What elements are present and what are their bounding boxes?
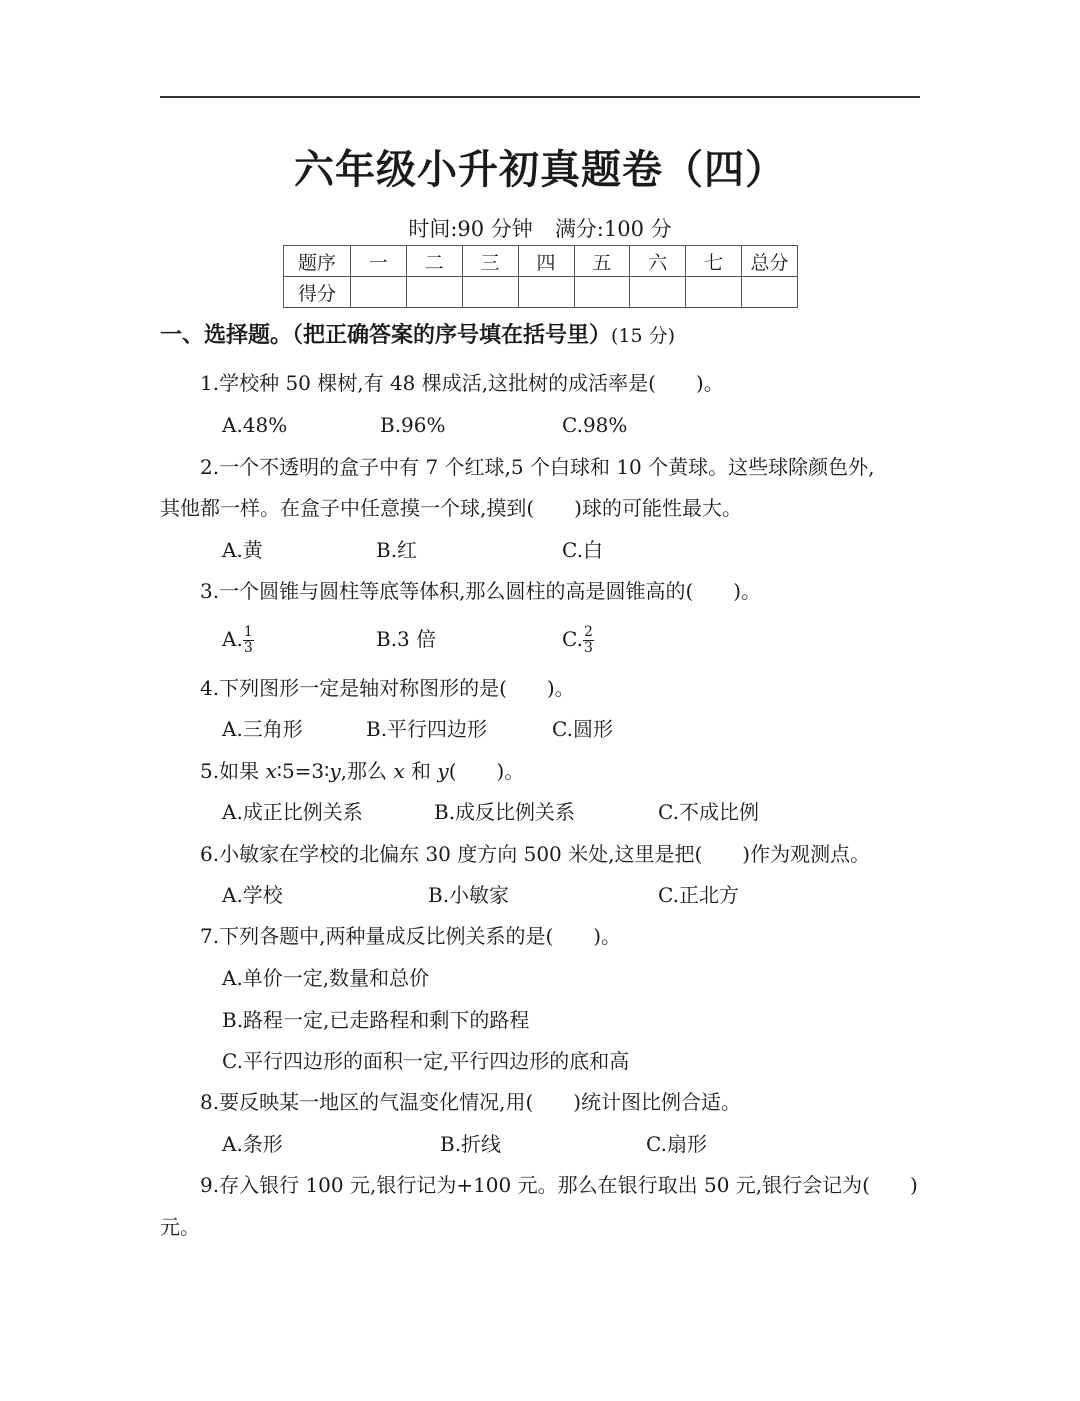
option-a: A.成正比例关系 bbox=[222, 800, 363, 824]
question-text: 7.下列各题中,两种量成反比例关系的是( )。 bbox=[200, 924, 622, 948]
top-rule bbox=[160, 96, 920, 98]
score-table bbox=[283, 245, 798, 308]
option-a: A.48% bbox=[222, 413, 288, 437]
question-text-continued: 元。 bbox=[160, 1215, 200, 1239]
score-input-cell[interactable] bbox=[351, 277, 407, 308]
text-segment: 和 bbox=[404, 759, 438, 783]
score-table-cell: 题序 bbox=[284, 246, 351, 277]
question-text: 2.一个不透明的盒子中有 7 个红球,5 个白球和 10 个黄球。这些球除颜色外, bbox=[200, 455, 875, 479]
option-b: B.成反比例关系 bbox=[434, 800, 576, 824]
section-points: (15 分) bbox=[611, 325, 676, 347]
exam-full-score: 满分:100 分 bbox=[554, 217, 672, 241]
page-title: 六年级小升初真题卷（四） bbox=[294, 147, 786, 193]
score-input-cell[interactable] bbox=[686, 277, 742, 308]
option-a: A.学校 bbox=[222, 883, 283, 907]
option-b: B.路程一定,已走路程和剩下的路程 bbox=[222, 1008, 530, 1032]
variable-y: y bbox=[437, 759, 449, 783]
score-input-cell[interactable] bbox=[518, 277, 574, 308]
question-text bbox=[200, 756, 524, 786]
option-b: B.3 倍 bbox=[376, 627, 437, 651]
question-text-continued: 其他都一样。在盒子中任意摸一个球,摸到( )球的可能性最大。 bbox=[160, 496, 742, 520]
option-a: A.三角形 bbox=[222, 717, 303, 741]
score-input-cell[interactable] bbox=[462, 277, 518, 308]
option-a: A.条形 bbox=[222, 1132, 283, 1156]
score-table-cell: 三 bbox=[462, 246, 518, 277]
option-c: C.平行四边形的面积一定,平行四边形的底和高 bbox=[222, 1049, 630, 1073]
variable-y: y bbox=[329, 759, 341, 783]
question-text: 6.小敏家在学校的北偏东 30 度方向 500 米处,这里是把( )作为观测点。 bbox=[200, 842, 871, 866]
exam-time: 时间:90 分钟 bbox=[408, 217, 533, 241]
text-segment: ∶5=3∶ bbox=[276, 759, 330, 783]
option-b: B.红 bbox=[376, 538, 418, 562]
option-a-label: A. bbox=[222, 627, 243, 651]
fraction-numerator: 1 bbox=[243, 624, 253, 640]
text-segment: 5.如果 bbox=[200, 759, 266, 783]
fraction-two-thirds bbox=[583, 625, 594, 656]
text-segment: ,那么 bbox=[340, 759, 394, 783]
option-c: C.98% bbox=[562, 413, 628, 437]
question-text: 1.学校种 50 棵树,有 48 棵成活,这批树的成活率是( )。 bbox=[200, 371, 724, 395]
fraction-denominator: 3 bbox=[243, 640, 253, 656]
option-a bbox=[222, 624, 254, 656]
option-a: A.黄 bbox=[222, 538, 263, 562]
option-c-label: C. bbox=[562, 627, 583, 651]
option-c bbox=[562, 624, 594, 656]
option-c: C.圆形 bbox=[552, 717, 613, 741]
question-text: 8.要反映某一地区的气温变化情况,用( )统计图比例合适。 bbox=[200, 1090, 742, 1114]
variable-x: x bbox=[265, 759, 277, 783]
option-c: C.正北方 bbox=[658, 883, 739, 907]
option-a: A.单价一定,数量和总价 bbox=[222, 966, 430, 990]
option-b: B.折线 bbox=[440, 1132, 502, 1156]
fraction-numerator: 2 bbox=[583, 624, 593, 640]
score-input-cell[interactable] bbox=[742, 277, 798, 308]
variable-x: x bbox=[393, 759, 405, 783]
option-c: C.扇形 bbox=[646, 1132, 707, 1156]
text-segment: ( )。 bbox=[448, 759, 525, 783]
fraction-one-third bbox=[243, 625, 254, 656]
option-b: B.平行四边形 bbox=[366, 717, 488, 741]
score-table-score-row bbox=[284, 277, 798, 308]
option-b: B.96% bbox=[380, 413, 446, 437]
score-table-cell: 五 bbox=[574, 246, 630, 277]
score-table-cell: 得分 bbox=[284, 277, 351, 308]
score-table-cell: 二 bbox=[406, 246, 462, 277]
score-table-cell: 一 bbox=[351, 246, 407, 277]
question-text: 9.存入银行 100 元,银行记为+100 元。那么在银行取出 50 元,银行会记为( ) bbox=[200, 1173, 918, 1197]
score-input-cell[interactable] bbox=[630, 277, 686, 308]
score-table-cell: 四 bbox=[518, 246, 574, 277]
score-input-cell[interactable] bbox=[406, 277, 462, 308]
option-c: C.不成比例 bbox=[658, 800, 759, 824]
option-b: B.小敏家 bbox=[428, 883, 510, 907]
section-title: 一、选择题。（把正确答案的序号填在括号里） bbox=[160, 323, 612, 348]
question-text: 4.下列图形一定是轴对称图形的是( )。 bbox=[200, 676, 575, 700]
option-c: C.白 bbox=[562, 538, 603, 562]
question-text: 3.一个圆锥与圆柱等底等体积,那么圆柱的高是圆锥高的( )。 bbox=[200, 579, 762, 603]
section-heading bbox=[160, 318, 675, 354]
fraction-denominator: 3 bbox=[583, 640, 593, 656]
score-table-cell: 总分 bbox=[742, 246, 798, 277]
exam-meta bbox=[0, 213, 1080, 245]
score-table-cell: 七 bbox=[686, 246, 742, 277]
score-table-header-row bbox=[284, 246, 798, 277]
score-table-cell: 六 bbox=[630, 246, 686, 277]
score-input-cell[interactable] bbox=[574, 277, 630, 308]
